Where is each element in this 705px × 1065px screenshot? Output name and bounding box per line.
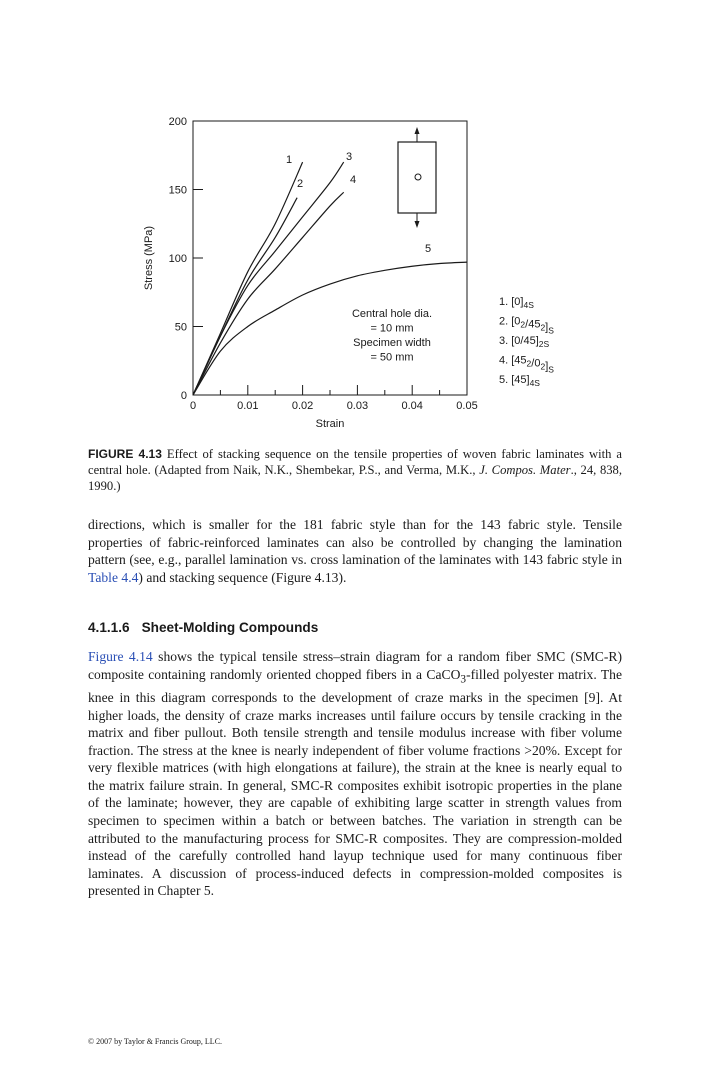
caption-text-end: ., 24, 838, 1990.) bbox=[88, 463, 623, 493]
legend-entry-3: 3. $[0/45]_{2S}$ bbox=[499, 335, 550, 349]
y-tick-label: 100 bbox=[168, 253, 187, 265]
caption-label: FIGURE 4.13 bbox=[88, 447, 162, 461]
chart-legend bbox=[499, 296, 554, 388]
curve-5 bbox=[193, 262, 467, 395]
chart-annotation bbox=[352, 308, 432, 364]
x-tick-label: 0.01 bbox=[237, 400, 259, 412]
figure-4-14-link[interactable]: Figure 4.14 bbox=[88, 649, 153, 664]
section-number: 4.1.1.6 bbox=[88, 620, 130, 635]
y-tick-label: 200 bbox=[168, 116, 187, 128]
annotation-line: Central hole dia. bbox=[351, 308, 433, 320]
x-axis-label: Strain bbox=[315, 418, 345, 430]
x-tick-label: 0.03 bbox=[346, 400, 369, 412]
plot-frame bbox=[193, 121, 467, 395]
legend-entry-1: 1. $[0]_{4S}$ bbox=[499, 296, 534, 310]
curve-label-1: 1 bbox=[285, 154, 293, 166]
y-axis-label: Stress (MPa) bbox=[143, 225, 155, 291]
specimen-hole bbox=[415, 174, 421, 180]
chart-axes bbox=[143, 116, 478, 430]
chart-labels bbox=[286, 151, 431, 255]
legend-entry-2: 2. $[0_2/45_2]_S$ bbox=[499, 315, 554, 336]
caption-journal: J. Compos. Mater bbox=[479, 463, 571, 477]
y-tick-label: 50 bbox=[174, 321, 187, 334]
curve-3 bbox=[193, 162, 344, 395]
curve-4 bbox=[193, 192, 344, 395]
specimen-rect bbox=[398, 142, 436, 213]
chart-curves bbox=[193, 162, 467, 395]
annotation-line: = 50 mm bbox=[370, 351, 414, 364]
x-tick-label: 0 bbox=[189, 400, 197, 412]
curve-label-2: 2 bbox=[296, 178, 304, 190]
specimen-arrow-bottom-head bbox=[415, 221, 420, 228]
caption-text: Effect of stacking sequence on the tensile properties of woven fabric laminates with a central hole. (Adapted from Naik, N.K., Shembekar, P.S., and Verma, M.K., bbox=[88, 447, 622, 477]
annotation-line: = 10 mm bbox=[370, 322, 414, 335]
paragraph-1: directions, which is smaller for the 181 fabric style than for the 143 fabric style. Tensile properties of fabric-reinforced laminates can also be controlled by changing the lamination pattern (see, e.g., parallel lamination vs. cross lamination of the laminates with 143 fabric style in Table 4.4) and stacking sequence (Figure 4.13). bbox=[88, 517, 622, 585]
x-tick-label: 0.05 bbox=[456, 400, 478, 412]
y-tick-label: 0 bbox=[180, 390, 187, 402]
legend-entry-4: 4. $[45_2/0_2]_S$ bbox=[499, 354, 554, 375]
curve-label-4: 4 bbox=[349, 174, 357, 186]
specimen-diagram bbox=[398, 127, 436, 228]
curve-label-3: 3 bbox=[345, 151, 353, 163]
paragraph-2: Figure 4.14 shows the typical tensile stress–strain diagram for a random fiber SMC (SMC-R) composite containing randomly oriented chopped fibers in a CaCO$_3$-filled polyester matrix. The knee in this diagram corresponds to the development of craze marks in the specimen [9]. At higher loads, the density of craze marks increases until failure occurs by tensile cracking in the matrix and fiber pullout. Both tensile strength and tensile modulus increase with fiber volume fraction. The stress at the knee is nearly independent of fiber volume fractions >20%. Except for very flexible matrices (with high elongations at failure), the strain at the knee is nearly equal to the matrix failure strain. In general, SMC-R composites exhibit isotropic properties in the plane of the laminate; however, they are capable of exhibiting large scatter in strength values from specimen to specimen within a batch or between batches. The variation in strength can be attributed to the manufacturing process for SMC-R composites. They are compression-molded instead of the carefully controlled hand layup technique used for many continuous fiber laminates. A discussion of process-induced defects in compression-molded composites is presented in Chapter 5. bbox=[88, 649, 622, 899]
annotation-line: Specimen width bbox=[353, 337, 431, 349]
stress-strain-figure bbox=[0, 0, 705, 440]
section-title: Sheet-Molding Compounds bbox=[141, 620, 319, 635]
copyright-footer: © 2007 by Taylor & Francis Group, LLC. bbox=[88, 1037, 223, 1046]
specimen-arrow-top-head bbox=[415, 127, 420, 134]
legend-entry-5: 5. $[45]_{4S}$ bbox=[499, 374, 540, 388]
section-heading bbox=[88, 620, 318, 635]
x-tick-label: 0.04 bbox=[401, 400, 423, 412]
x-tick-label: 0.02 bbox=[291, 400, 314, 412]
curve-label-5: 5 bbox=[424, 243, 432, 255]
figure-caption bbox=[88, 446, 622, 494]
table-4-4-link[interactable]: Table 4.4 bbox=[88, 569, 139, 585]
y-tick-label: 150 bbox=[168, 184, 187, 197]
